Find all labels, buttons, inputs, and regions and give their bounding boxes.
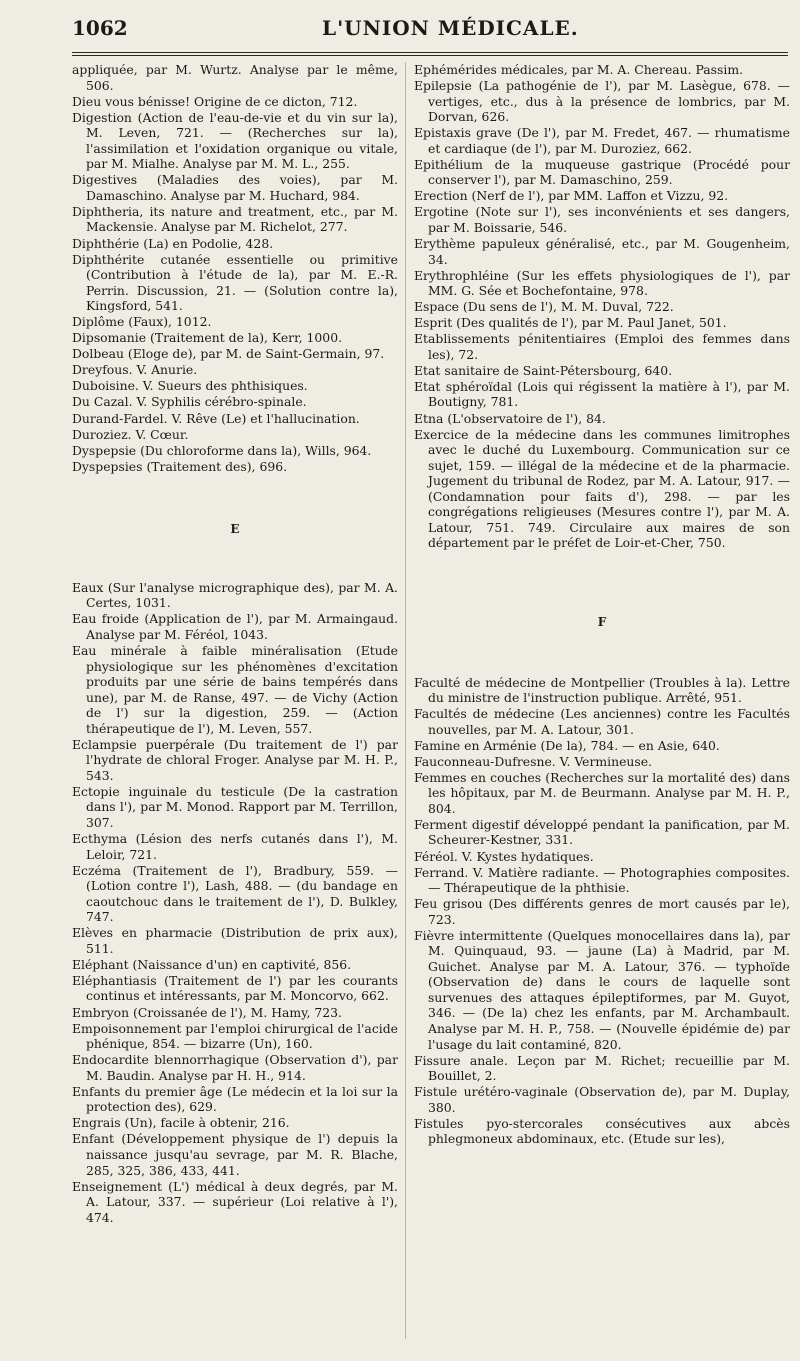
index-entry: Dieu vous bénisse! Origine de ce dicton, 712. [72,93,358,109]
index-entry: Endocardite blennorrhagique (Observation d'), par M. Baudin. Analyse par H. H., 914. [72,1052,398,1083]
index-entry: Dipsomanie (Traitement de la), Kerr, 1000. [72,330,343,346]
index-entry: Erythème papuleux généralisé, etc., par M. Gougenheim, 34. [414,236,790,267]
index-entry: Empoisonnement par l'emploi chirurgical de l'acide phénique, 854. — bizarre (Un), 160. [72,1020,398,1052]
index-entry: Fistules pyo-stercorales consécutives aux abcès phlegmoneux abdominaux, etc. (Etude sur les), [414,1115,790,1147]
index-entry: Eléphantiasis (Traitement de l') par les courants continus et intéressants, par M. Moncorvo, 662. [72,972,398,1004]
right-entries-f [414,675,790,1147]
index-entry: Enseignement (L') médical à deux degrés, par M. A. Latour, 337. — supérieur (Loi relative à l'), 474. [72,1178,398,1225]
index-entry: Exercice de la médecine dans les communes limitrophes avec le duché du Luxembourg. Communication sur ce sujet, 159. — illégal de la médecine et de la pharmacie. Jugement du tribunal de Rodez, par M. A. Latour, 917. — (Condamnation pour faits d'), 298. — par les congrégations religieuses (Mesures contre l'), par M. A. Latour, 751. 749. Circulaire aux maires de son département par le préfet de Loir-et-Cher, 750. [414,426,790,551]
index-entry: Etat sphéroïdal (Lois qui régissent la matière à l'), par M. Boutigny, 781. [414,378,790,410]
index-entry: Erythrophléine (Sur les effets physiologiques de l'), par MM. G. Sée et Bochefontaine, 978. [414,267,790,299]
index-entry: Etna (L'observatoire de l'), 84. [414,410,606,426]
header-rule [72,52,788,53]
index-entry: Enfants du premier âge (Le médecin et la loi sur la protection des), 629. [72,1083,398,1115]
left-column [72,62,398,1339]
index-entry: Esprit (Des qualités de l'), par M. Paul Janet, 501. [414,315,727,331]
index-entry: Ephémérides médicales, par M. A. Chereau. Passim. [414,62,744,77]
left-entries-d [72,62,398,474]
index-entry: Fièvre intermittente (Quelques monocellaires dans la), par M. Quinquaud, 93. — jaune (La) à Madrid, par M. Guichet. Analyse par M. A. Latour, 376. — typhoïde (Observation de) dans le cours de laquelle sont survenues des attaques épileptiformes, par M. Guyot, 346. — (De la) chez les enfants, par M. Archambault. Analyse par M. H. P., 758. — (Nouvelle épidémie de) par l'usage du lait contaminé, 820. [414,927,790,1052]
index-entry: Digestion (Action de l'eau-de-vie et du vin sur la), M. Leven, 721. — (Recherches sur la), l'assimilation et l'oxidation organique ou vitale, par M. Mialhe. Analyse par M. M. L., 255. [72,109,398,172]
index-entry: Eclampsie puerpérale (Du traitement de l') par l'hydrate de chloral Froger. Analyse par M. H. P., 543. [72,736,398,783]
index-entry: Fauconneau-Dufresne. V. Vermineuse. [414,753,653,769]
index-entry: Duroziez. V. Cœur. [72,426,189,442]
section-letter-f: F [597,614,607,629]
index-entry: Epilepsie (La pathogénie de l'), par M. Lasègue, 678. — vertiges, etc., dus à la présence de lombrics, par M. Dorvan, 626. [414,78,790,125]
index-entry: Feu grisou (Des différents genres de mort causés par le), 723. [414,896,790,927]
right-column [414,62,790,1339]
index-entry: Eléphant (Naissance d'un) en captivité, 856. [72,956,352,972]
header-rule-double [72,55,788,56]
index-entry: Eczéma (Traitement de l'), Bradbury, 559. — (Lotion contre l'), Lash, 488. — (du bandage en caoutchouc dans le traitement de l'), D. Bulkley, 747. [72,862,398,925]
index-entry: Fistule urétéro-vaginale (Observation de), par M. Duplay, 380. [414,1084,790,1115]
index-entry: Dreyfous. V. Anurie. [72,362,198,378]
index-entry: Du Cazal. V. Syphilis cérébro-spinale. [72,394,307,410]
index-entry: Ferment digestif développé pendant la panification, par M. Scheurer-Kestner, 331. [414,816,790,848]
index-entry: Engrais (Un), facile à obtenir, 216. [72,1115,290,1131]
index-entry: Famine en Arménie (De la), 784. — en Asie, 640. [414,737,720,753]
index-entry: Epithélium de la muqueuse gastrique (Procédé pour conserver l'), par M. Damaschino, 259. [414,156,790,188]
left-entries-e [72,580,398,1225]
index-entry: Erection (Nerf de l'), par MM. Laffon et Vizzu, 92. [414,188,729,204]
index-entry: Diphthérie (La) en Podolie, 428. [72,235,274,251]
index-entry: Eau froide (Application de l'), par M. Armaingaud. Analyse par M. Féréol, 1043. [72,611,398,642]
index-entry: Digestives (Maladies des voies), par M. Damaschino. Analyse par M. Huchard, 984. [72,172,398,203]
index-entry: Fissure anale. Leçon par M. Richet; recueillie par M. Bouillet, 2. [414,1052,790,1084]
index-entry: Epistaxis grave (De l'), par M. Fredet, 467. — rhumatisme et cardiaque (de l'), par M. Duroziez, 662. [414,125,790,156]
index-entry: Dolbeau (Eloge de), par M. de Saint-Germain, 97. [72,346,385,362]
index-entry: Faculté de médecine de Montpellier (Troubles à la). Lettre du ministre de l'instruction publique. Arrêté, 951. [414,674,790,706]
index-entry: Ecthyma (Lésion des nerfs cutanés dans l'), M. Leloir, 721. [72,831,398,862]
index-entry: Espace (Du sens de l'), M. M. Duval, 722. [414,299,674,315]
index-entry: Eaux (Sur l'analyse micrographique des), par M. A. Certes, 1031. [72,579,398,611]
index-entry: Embryon (Croissanée de l'), M. Hamy, 723. [72,1004,342,1020]
index-entry: Durand-Fardel. V. Rêve (Le) et l'hallucination. [72,410,360,426]
index-entry: Diphtheria, its nature and treatment, etc., par M. Mackensie. Analyse par M. Richelot, 277. [72,203,398,235]
index-entry: Diphthérite cutanée essentielle ou primitive (Contribution à l'étude de la), par M. E.-R. Perrin. Discussion, 21. — (Solution contre la), Kingsford, 541. [72,251,398,314]
index-entry: Etat sanitaire de Saint-Pétersbourg, 640. [414,362,673,378]
index-entry: Féréol. V. Kystes hydatiques. [414,848,594,864]
page-header [72,14,788,48]
column-divider [405,62,406,1339]
index-entry: Enfant (Développement physique de l') depuis la naissance jusqu'au sevrage, par M. R. Blache, 285, 325, 386, 433, 441. [72,1131,398,1178]
index-entry: Etablissements pénitentiaires (Emploi des femmes dans les), 72. [414,331,790,362]
index-entry: appliquée, par M. Wurtz. Analyse par le même, 506. [72,62,398,93]
index-entry: Eau minérale à faible minéralisation (Etude physiologique sur les phénomènes d'excitation produits par une série de bains tempérés dans une), par M. de Ranse, 497. — de Vichy (Action de l') sur la digestion, 259. — (Action thérapeutique de l'), M. Leven, 557. [72,642,398,736]
index-entry: Elèves en pharmacie (Distribution de prix aux), 511. [72,925,398,956]
index-entry: Dyspepsie (Du chloroforme dans la), Wills, 964. [72,442,372,458]
running-title: L'UNION MÉDICALE. [322,16,579,40]
index-entry: Ectopie inguinale du testicule (De la castration dans l'), par M. Monod. Rapport par M. Terrillon, 307. [72,783,398,830]
index-entry: Femmes en couches (Recherches sur la mortalité des) dans les hôpitaux, par M. de Beurmann. Analyse par M. H. P., 804. [414,769,790,816]
index-entry: Ergotine (Note sur l'), ses inconvénients et ses dangers, par M. Boissarie, 546. [414,204,790,235]
section-letter-e: E [230,522,240,537]
page-number: 1062 [72,16,128,40]
right-entries-e [414,62,790,551]
index-entry: Dyspepsies (Traitement des), 696. [72,458,288,474]
index-entry: Ferrand. V. Matière radiante. — Photographies composites. — Thérapeutique de la phthisie. [414,864,790,896]
index-entry: Facultés de médecine (Les anciennes) contre les Facultés nouvelles, par M. A. Latour, 301. [414,706,790,737]
index-entry: Diplôme (Faux), 1012. [72,314,212,330]
index-entry: Duboisine. V. Sueurs des phthisiques. [72,378,308,394]
